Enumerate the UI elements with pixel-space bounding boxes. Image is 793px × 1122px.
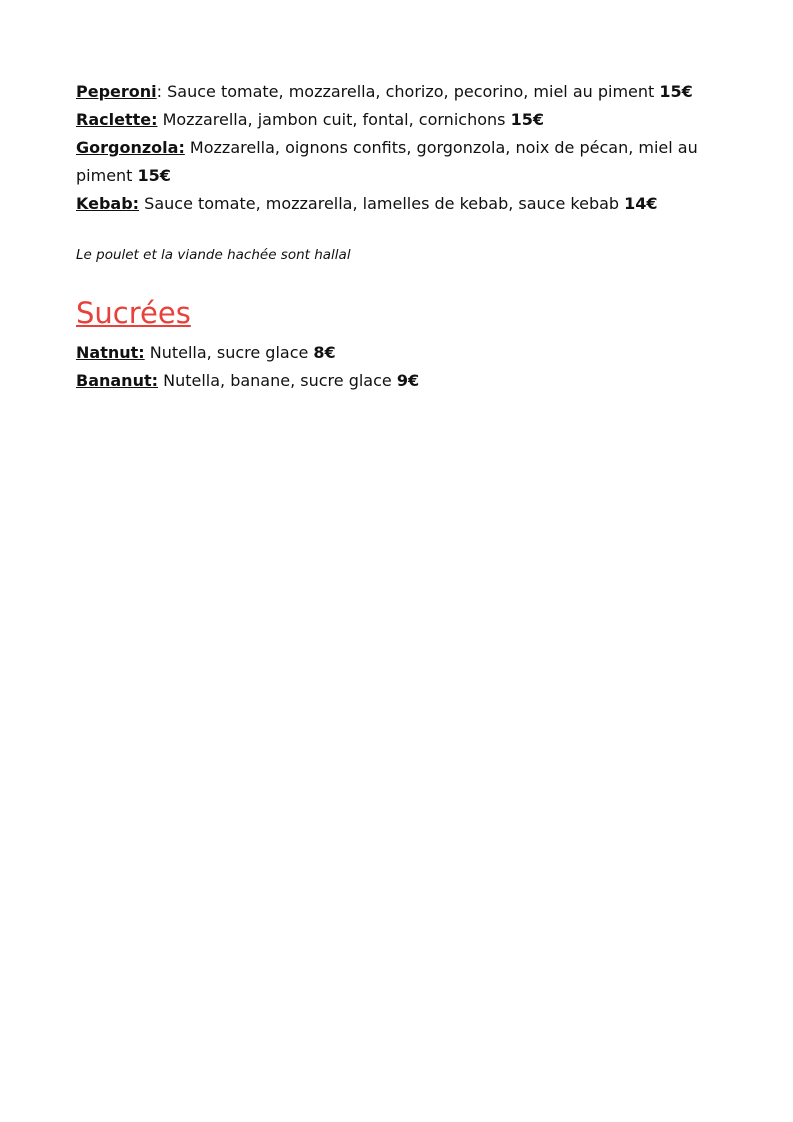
menu-item-peperoni <box>76 78 716 106</box>
item-price: 15€ <box>659 82 693 101</box>
item-description: Sauce tomate, mozzarella, chorizo, pecorino, miel au piment <box>162 82 660 101</box>
item-description: Mozzarella, oignons confits, gorgonzola, noix de pécan, miel au piment <box>76 138 698 185</box>
item-description: Nutella, sucre glace <box>144 343 314 362</box>
item-separator: : <box>156 82 163 101</box>
item-price: 15€ <box>510 110 544 129</box>
menu-page <box>76 78 716 395</box>
item-name: Natnut: <box>76 343 145 362</box>
menu-item-gorgonzola <box>76 134 716 190</box>
item-price: 9€ <box>396 371 420 390</box>
item-price: 15€ <box>137 166 171 185</box>
menu-item-raclette <box>76 106 716 134</box>
item-name: Bananut: <box>76 371 159 390</box>
item-price: 14€ <box>624 194 658 213</box>
item-description: Sauce tomate, mozzarella, lamelles de kebab, sauce kebab <box>139 194 625 213</box>
menu-item-natnut <box>76 339 716 367</box>
menu-item-bananut <box>76 367 716 395</box>
item-description: Nutella, banane, sucre glace <box>158 371 397 390</box>
item-name: Peperoni <box>76 82 157 101</box>
item-price: 8€ <box>313 343 336 362</box>
halal-note: Le poulet et la viande hachée sont hallal <box>76 247 351 263</box>
item-name: Gorgonzola: <box>76 138 185 157</box>
menu-item-kebab <box>76 190 716 218</box>
section-title-sucrees: Sucrées <box>76 296 191 330</box>
item-description: Mozzarella, jambon cuit, fontal, cornichons <box>157 110 511 129</box>
item-name: Kebab: <box>76 194 140 213</box>
item-name: Raclette: <box>76 110 158 129</box>
